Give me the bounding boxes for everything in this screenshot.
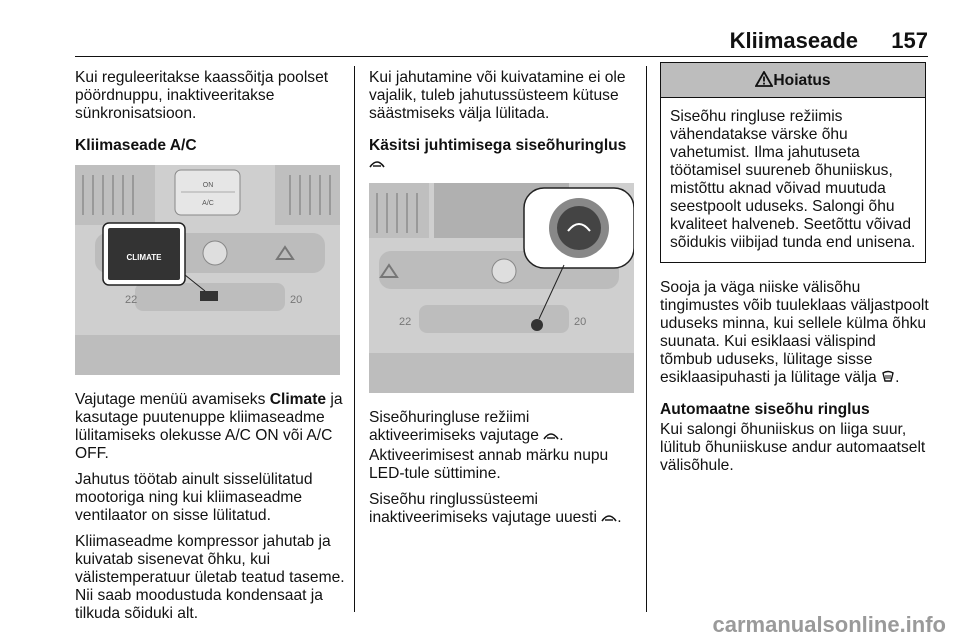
dashboard-illustration [75, 165, 340, 375]
heading-recirculation: Käsitsi juhtimisega siseõhuringlus [369, 137, 639, 173]
chapter-title: Kliimaseade [729, 28, 858, 53]
on-label: ON [202, 182, 214, 189]
paragraph-climate-menu: Vajutage menüü avamiseks Climate ja kasutage puutenuppe kliimaseadme lülitamiseks olekusse A/C ON või A/C OFF. [75, 391, 343, 462]
heading-auto-recirculation: Automaatne siseõhu ringlus [660, 401, 870, 418]
temp-right-2: 20 [574, 316, 587, 328]
column-1 [75, 69, 345, 631]
page-header [700, 28, 928, 54]
column-3 [660, 62, 930, 483]
temp-left-2: 22 [399, 316, 412, 328]
recirculation-icon [369, 159, 385, 168]
paragraph-humid-air: Sooja ja väga niiske välisõhu tingimustes võib tuuleklaas väljastpoolt uduseks minna, kui sellele külma õhku suunata. Kui esiklaasi välispind tõmbub uduseks, lülitage sisse esiklaasipuhasti ja lülitage välja . [660, 279, 929, 386]
recirculation-icon [601, 513, 617, 522]
paragraph-fuel-saving: Kui jahutamine või kuivatamine ei ole vajalik, tuleb jahutussüsteem kütuse säästmiseks välja lülitada. [369, 69, 626, 122]
climate-label: CLIMATE [126, 253, 162, 262]
column-divider-2 [646, 66, 647, 612]
warning-header: Hoiatus [661, 63, 925, 98]
dashboard-illustration-2 [369, 183, 634, 393]
warning-box [660, 62, 926, 263]
temp-right: 20 [290, 294, 303, 306]
column-2 [369, 69, 639, 535]
temp-left: 22 [125, 294, 138, 306]
paragraph-compressor: Kliimaseadme kompressor jahutab ja kuivatab sisenevat õhku, kui välistemperatuur ületab teatud taseme. Nii saab moodustuda kondensaat ja tilkuda sõiduki alt. [75, 533, 345, 622]
paragraph-deactivate: Siseõhu ringlussüsteemi inaktiveerimiseks vajutage uuesti . [369, 491, 622, 526]
paragraph-led: Aktiveerimisest annab märku nupu LED-tule süttimine. [369, 447, 609, 482]
paragraph-cooling: Jahutus töötab ainult sisselülitatud mootoriga ning kui kliimaseadme ventilaator on sisse lülitatud. [75, 471, 313, 524]
figure-climate-panel [75, 165, 340, 375]
figure-recirculation-button [369, 183, 634, 393]
paragraph-humidity-sensor: Kui salongi õhuniiskus on liiga suur, lülitub õhuniiskuse andur automaatselt välisõhule. [660, 421, 926, 474]
paragraph-sync: Kui reguleeritakse kaassõitja poolset pöördnuppu, inaktiveeritakse sünkronisatsioon. [75, 69, 329, 122]
column-divider-1 [354, 66, 355, 612]
warning-triangle-icon [755, 71, 773, 87]
ac-label: A/C [202, 200, 214, 207]
paragraph-activate: Siseõhuringluse režiimi aktiveerimiseks vajutage . [369, 409, 564, 444]
recirculation-icon [543, 431, 559, 440]
heading-ac: Kliimaseade A/C [75, 137, 197, 154]
warning-text: Siseõhu ringluse režiimis vähendatakse värske õhu vahetumist. Ilma jahutuseta töötamisel suureneb õhuniiskus, mistõttu aknad võivad muutuda seestpoolt uduseks. Salongi õhu kvaliteet halveneb. Seetõttu võivad sõidukis viibijad tunda end unisena. [670, 108, 916, 251]
watermark: carmanualsonline.info [712, 612, 946, 637]
climate-bold: Climate [269, 391, 327, 408]
page-number: 157 [891, 28, 928, 53]
header-rule [75, 56, 928, 57]
windscreen-defrost-icon [881, 370, 895, 384]
